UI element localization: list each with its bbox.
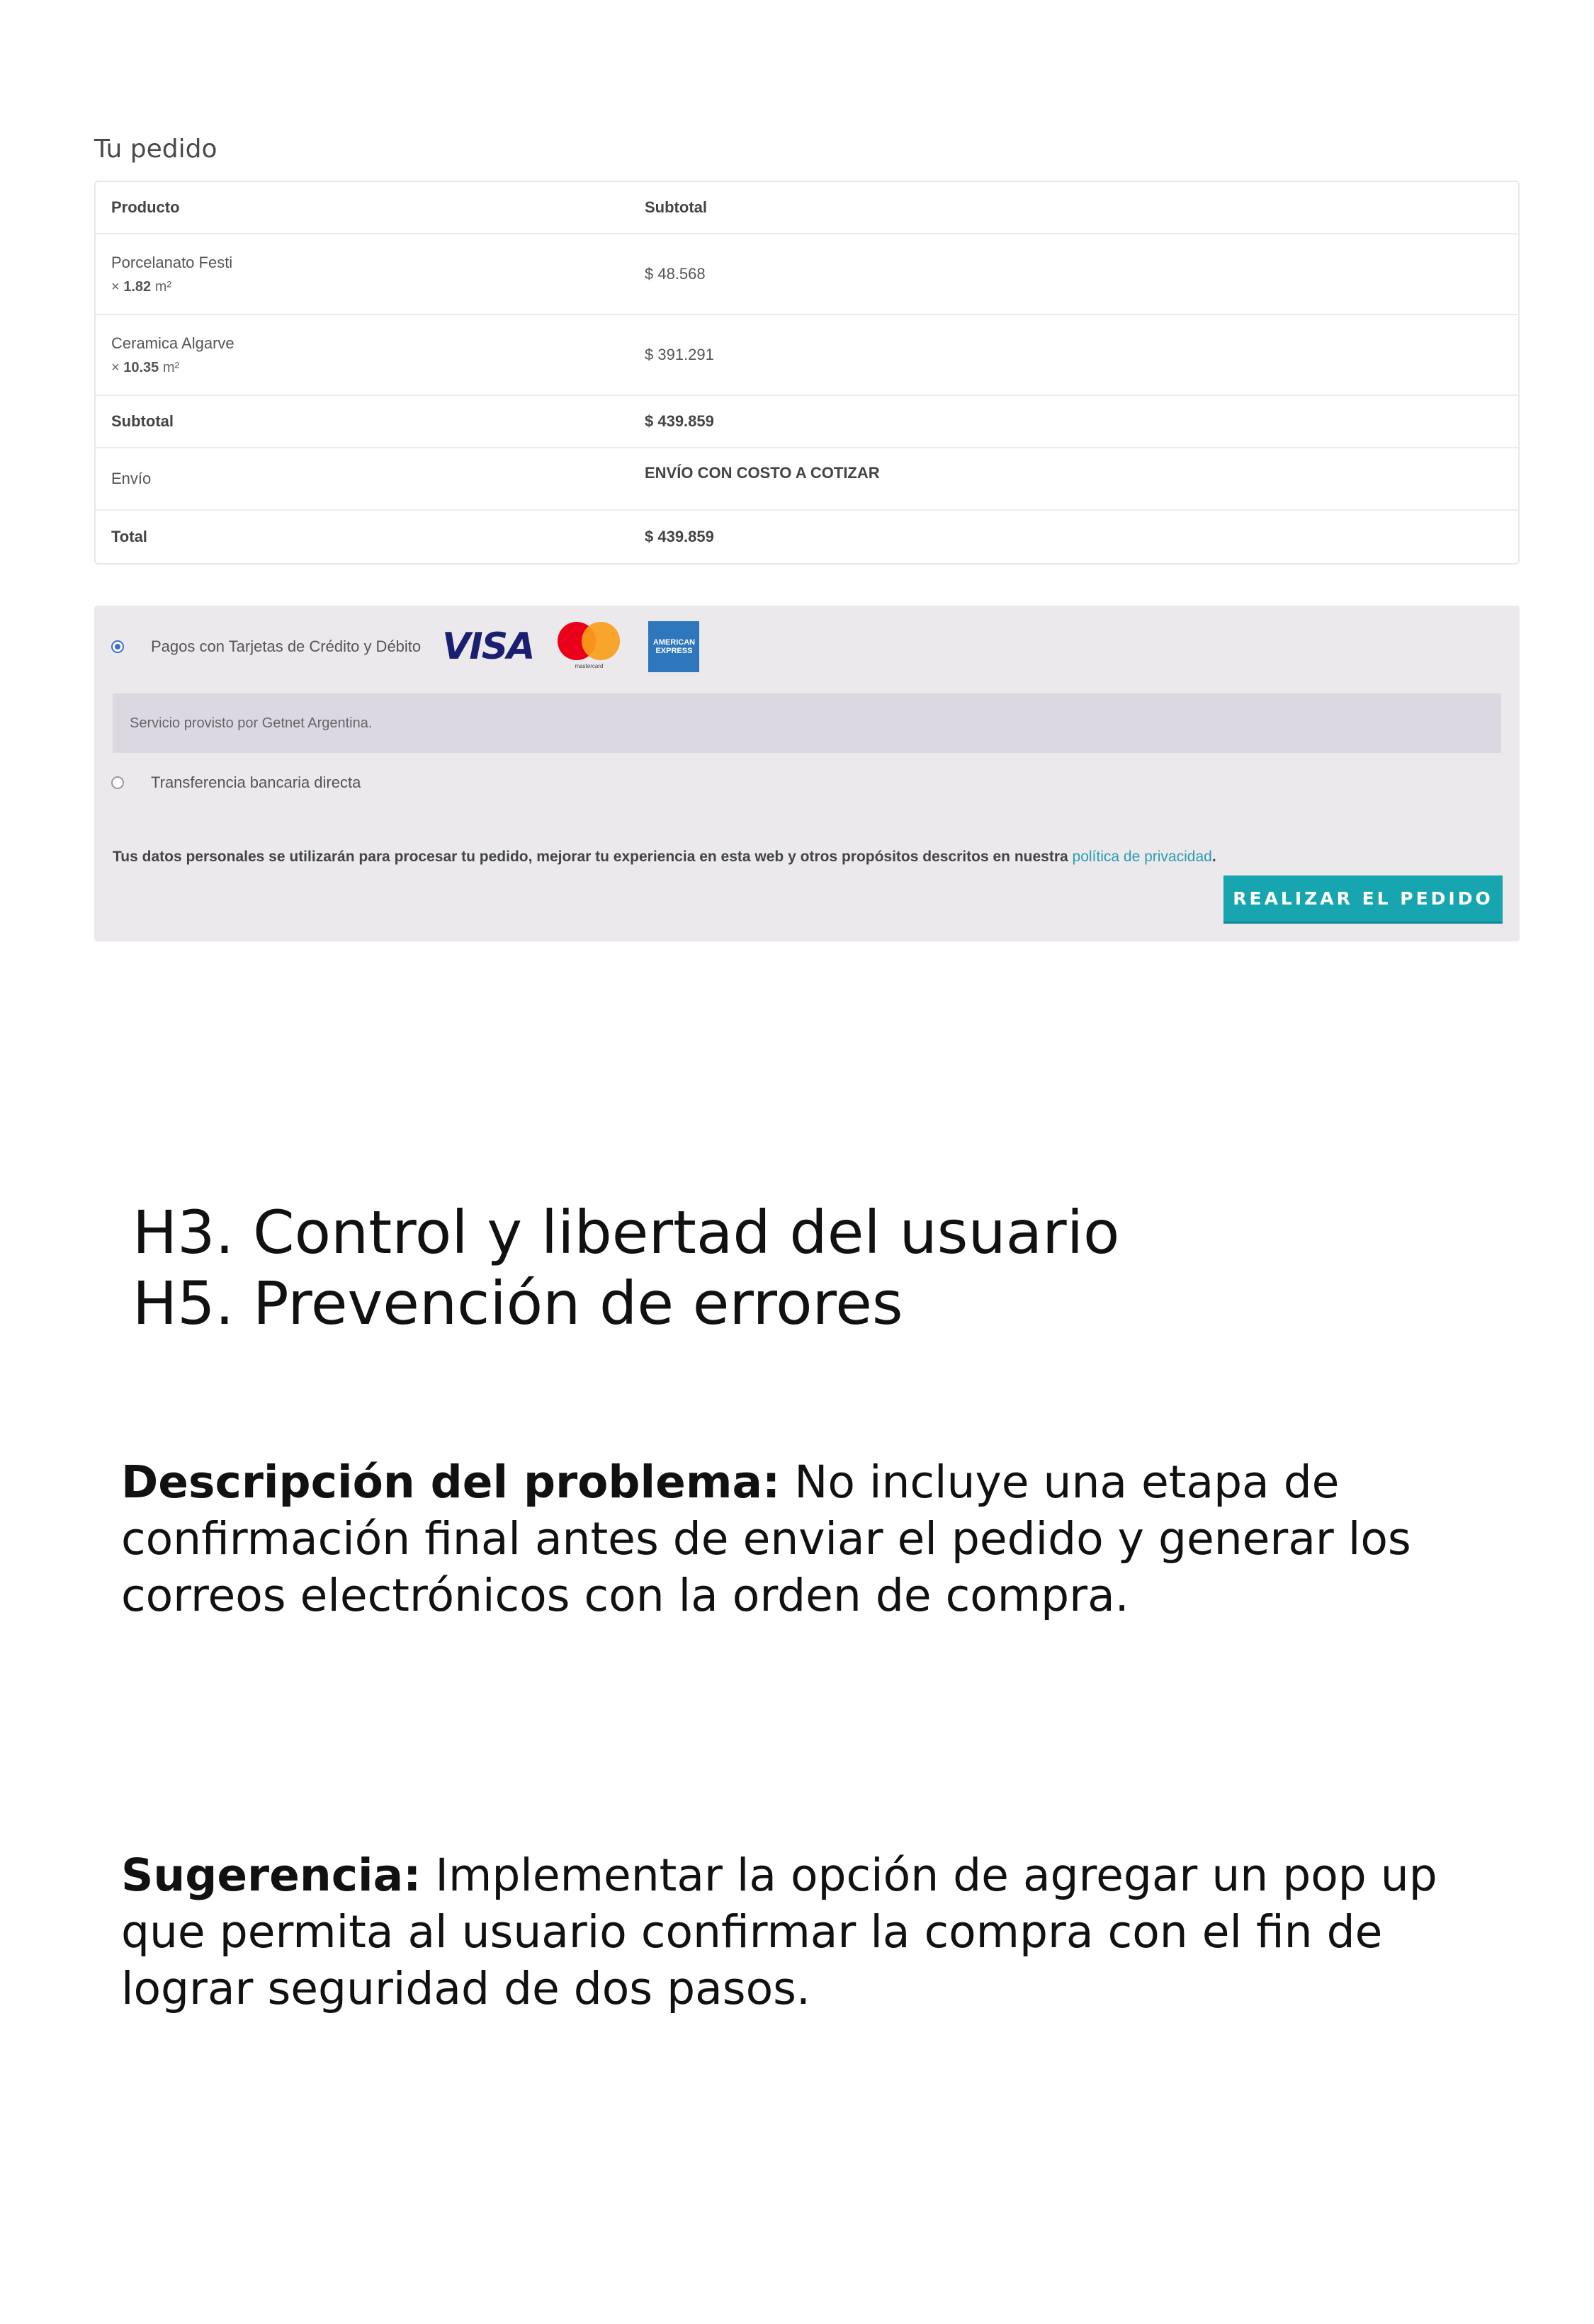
table-row xyxy=(96,234,1518,315)
card-payment-radio[interactable] xyxy=(111,640,124,653)
card-payment-option[interactable] xyxy=(111,621,699,672)
problem-description-text: No incluye una etapa de confirmación final antes de enviar el pedido y generar los correos electrónicos con la orden de compra. xyxy=(121,1456,1411,1621)
product-subtotal: $ 48.568 xyxy=(645,265,706,283)
shipping-row xyxy=(96,448,1518,511)
privacy-policy-link[interactable]: política de privacidad xyxy=(1072,849,1212,865)
mastercard-logo-icon: mastercard xyxy=(558,622,620,671)
product-subtotal: $ 391.291 xyxy=(645,346,714,363)
order-summary xyxy=(94,135,1520,565)
product-quantity: × 10.35 m² xyxy=(111,359,180,375)
suggestion-text: Implementar la opción de agregar un pop up que permita al usuario confirmar la compra con el fin de lograr seguridad de dos pasos. xyxy=(121,1849,1437,2014)
shipping-value: ENVÍO CON COSTO A COTIZAR xyxy=(645,464,880,482)
product-name: Porcelanato Festi xyxy=(111,253,233,271)
product-name: Ceramica Algarve xyxy=(111,334,234,352)
shipping-label: Envío xyxy=(111,470,152,487)
card-payment-label: Pagos con Tarjetas de Crédito y Débito xyxy=(151,637,422,655)
product-column-header: Producto xyxy=(111,198,180,216)
provider-note-box xyxy=(113,693,1501,753)
payment-methods xyxy=(94,606,1520,941)
privacy-notice: Tus datos personales se utilizarán para procesar tu pedido, mejorar tu experiencia en esta web y otros propósitos descritos en nuestra política de privacidad. xyxy=(113,849,1216,865)
subtotal-row xyxy=(96,396,1518,448)
total-value: $ 439.859 xyxy=(645,528,714,545)
total-row xyxy=(96,511,1518,563)
heuristic-h3: H3. Control y libertad del usuario xyxy=(132,1198,1120,1267)
suggestion-label: Sugerencia: xyxy=(121,1849,422,1901)
place-order-button[interactable]: REALIZAR EL PEDIDO xyxy=(1223,875,1503,924)
problem-description xyxy=(121,1454,1496,1624)
subtotal-column-header: Subtotal xyxy=(645,198,707,216)
order-table xyxy=(94,181,1520,565)
transfer-payment-option[interactable] xyxy=(111,773,361,792)
order-title: Tu pedido xyxy=(94,135,217,164)
problem-description-label: Descripción del problema: xyxy=(121,1456,781,1508)
heuristic-h5: H5. Prevención de errores xyxy=(132,1269,903,1338)
total-label: Total xyxy=(111,528,147,545)
suggestion xyxy=(121,1847,1496,2017)
amex-logo-icon: AMERICAN EXPRESS xyxy=(648,621,699,672)
provider-note: Servicio provisto por Getnet Argentina. xyxy=(130,715,373,731)
subtotal-value: $ 439.859 xyxy=(645,412,714,430)
visa-logo-icon: VISA xyxy=(442,625,534,668)
subtotal-label: Subtotal xyxy=(111,412,174,430)
table-header-row xyxy=(96,182,1518,234)
transfer-payment-radio[interactable] xyxy=(111,776,124,789)
table-row xyxy=(96,315,1518,396)
card-logos xyxy=(442,621,699,672)
heuristics-heading xyxy=(132,1197,1119,1339)
product-quantity: × 1.82 m² xyxy=(111,278,172,295)
transfer-payment-label: Transferencia bancaria directa xyxy=(151,773,361,791)
